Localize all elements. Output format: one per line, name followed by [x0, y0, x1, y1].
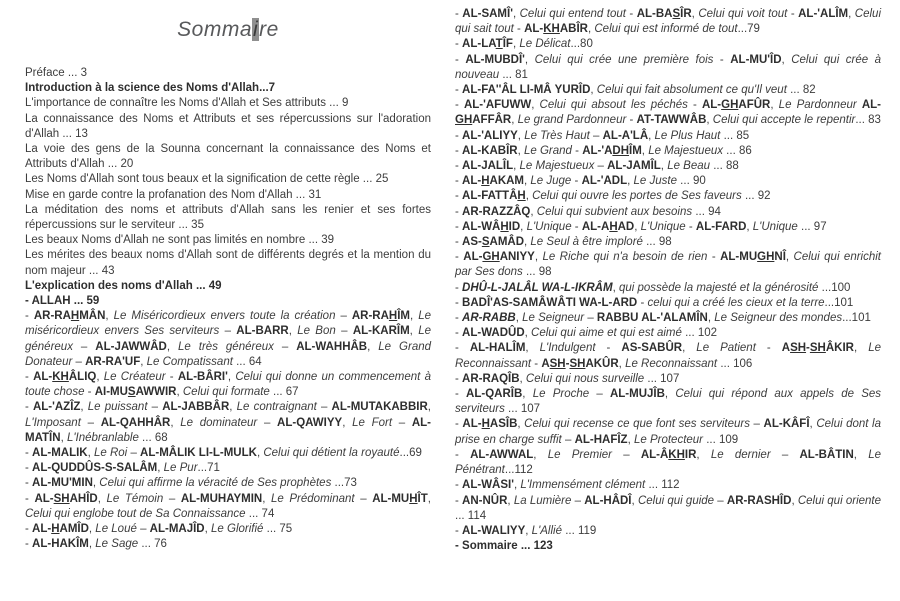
- toc-entry: - AL-HAKAM, Le Juge - AL-'ADL, Le Juste ... 90: [455, 175, 706, 188]
- toc-entry: - AL-SAMÎ', Celui qui entend tout - AL-BASÎR, Celui qui voit tout - AL-'ALÎM, Celui qui sait tout - AL-KHABÎR, Celui qui est informé de tout...79: [455, 8, 882, 36]
- toc-entry: - AS-SAMÂD, Le Seul à être imploré ... 98: [455, 236, 672, 249]
- toc-entry: - AL-GHANIYY, Le Riche qui n'a besoin de rien - AL-MUGHNÎ, Celui qui enrichit par Ses dons ... 98: [455, 251, 881, 279]
- toc-entry: L'explication des noms d'Allah ... 49: [25, 279, 222, 292]
- toc-entry: - AL-HASÎB, Celui qui recense ce que font ses serviteurs – AL-KÂFÎ, Celui dont la prise en charge suffit – AL-HAFÎZ, Le Protecteur ... 109: [455, 418, 882, 446]
- toc-entry: Les Noms d'Allah sont tous beaux et la signification de cette règle ... 25: [25, 173, 389, 186]
- toc-entry: - AL-KHÂLIQ, Le Créateur - AL-BÂRI', Celui qui donne un commencement à toute chose - AI-MUSAWWIR, Celui qui formate ... 67: [25, 371, 431, 399]
- toc-entry: L'importance de connaître les Noms d'Allah et Ses attributs ... 9: [25, 97, 349, 110]
- toc-entry: - Sommaire ... 123: [455, 540, 553, 553]
- toc-entry: - AL-HALÎM, L'Indulgent - AS-SABÛR, Le Patient - ASH-SHÂKIR, Le Reconnaissant - ASH-SHAKÛR, Le Reconnaissant ... 106: [455, 342, 881, 370]
- toc-entry: - AL-SHAHÎD, Le Témoin – AL-MUHAYMIN, Le Prédominant – AL-MUHÎT, Celui qui englobe tout de Sa Connaissance ... 74: [25, 492, 431, 520]
- toc-entry: - AR-RAHMÂN, Le Miséricordieux envers toute la création – AR-RAHÎM, Le miséricordieux envers Ses serviteurs – AL-BARR, Le Bon – AL-KARÎM, Le généreux – AL-JAWWÂD, Le très généreux – AL-WAHHÂB, Le Grand Donateur – AR-RA'UF, Le Compatissant ... 64: [25, 310, 432, 368]
- page-title-text-post: re: [259, 18, 279, 41]
- toc-entry: - AL-'AZÎZ, Le puissant – AL-JABBÂR, Le contraignant – AL-MUTAKABBIR, L'Imposant – AL-QAHHÂR, Le dominateur – AL-QAWIYY, Le Fort – AL-MATÎN, L'Inébranlable ... 68: [25, 401, 431, 444]
- toc-entry: Mise en garde contre la profanation des Nom d'Allah ... 31: [25, 188, 322, 201]
- toc-entry: Les mérites des beaux noms d'Allah sont de différents degrés et la mention du nom majeur ... 43: [25, 249, 431, 277]
- toc-entry: - AL-JALÎL, Le Majestueux – AL-JAMÎL, Le Beau ... 88: [455, 160, 739, 173]
- toc-entry: - AL-MU'MIN, Celui qui affirme la véracité de Ses prophètes ...73: [25, 477, 357, 490]
- toc-entry: - AR-RAZZÂQ, Celui qui subvient aux besoins ... 94: [455, 205, 721, 218]
- toc-entry: - AR-RAQÎB, Celui qui nous surveille ... 107: [455, 372, 680, 385]
- toc-entry: - AL-HAKÎM, Le Sage ... 76: [25, 538, 167, 551]
- toc-entry: La méditation des noms et attributs d'Allah sans les renier et ses fortes répercussions sur le serviteur ... 35: [25, 203, 431, 232]
- toc-entry: - AL-QUDDÛS-S-SALÂM, Le Pur...71: [25, 462, 220, 475]
- toc-entry: - AL-WÂHID, L'Unique - AL-AHAD, L'Unique - AL-FARD, L'Unique ... 97: [455, 220, 827, 233]
- toc-right-column: [455, 7, 881, 554]
- toc-entry: Introduction à la science des Noms d'Allah...7: [25, 82, 276, 95]
- toc-entry: - AL-KABÎR, Le Grand - AL-'ADHÎM, Le Majestueux ... 86: [455, 144, 752, 157]
- toc-entry: Les beaux Noms d'Allah ne sont pas limités en nombre ... 39: [25, 234, 335, 247]
- toc-entry: - AL-WÂSI', L'Immensément clément ... 112: [455, 479, 680, 492]
- toc-entry: - AL-WALIYY, L'Allié ... 119: [455, 524, 597, 537]
- toc-entry: - AL-FA''ÂL LI-MÂ YURÎD, Celui qui fait absolument ce qu'Il veut ... 82: [455, 84, 816, 97]
- toc-entry: - ALLAH ... 59: [25, 295, 100, 308]
- toc-entry: - AL-MALIK, Le Roi – AL-MÂLIK LI-L-MULK, Celui qui détient la royauté...69: [25, 447, 422, 460]
- page-title: [25, 18, 431, 42]
- toc-entry: - AL-AWWAL, Le Premier – AL-ÂKHIR, Le dernier – AL-BÂTIN, Le Pénétrant...112: [455, 448, 882, 477]
- toc-entry: Préface ... 3: [25, 67, 88, 79]
- toc-entry: La connaissance des Noms et Attributs et ses répercussions sur l'adoration d'Allah ... 13: [25, 112, 431, 140]
- toc-entry: - DHÛ-L-JALÂL WA-L-IKRÂM, qui possède la majesté et la générosité ...100: [455, 281, 851, 294]
- toc-entry: - AL-QARÎB, Le Proche – AL-MUJÎB, Celui qui répond aux appels de Ses serviteurs ... 107: [455, 388, 882, 416]
- toc-entry: - BADÎ'AS-SAMÂWÂTI WA-L-ARD - celui qui a créé les cieux et la terre...101: [455, 296, 854, 309]
- toc-entry: - AL-MUBDÎ', Celui qui crée une première fois - AL-MU'ÎD, Celui qui crée à nouveau ... 81: [455, 53, 882, 81]
- toc-entry: - AL-HAMÎD, Le Loué – AL-MAJÎD, Le Glorifié ... 75: [25, 523, 293, 536]
- toc-entry: - AR-RABB, Le Seigneur – RABBU AL-'ALAMÎN, Le Seigneur des mondes...101: [455, 312, 871, 325]
- toc-entry: - AL-'ALIYY, Le Très Haut – AL-A'LÂ, Le Plus Haut ... 85: [455, 129, 750, 142]
- toc-entry: - AL-FATTÂH, Celui qui ouvre les portes de Ses faveurs ... 92: [455, 190, 771, 203]
- toc-entry: - AL-'AFUWW, Celui qui absout les péchés - AL-GHAFÛR, Le Pardonneur AL-GHAFFÂR, Le grand Pardonneur - AT-TAWWÂB, Celui qui accepte le repentir... 83: [455, 99, 881, 127]
- page-title-text-pre: Somma: [177, 18, 252, 41]
- toc-entry: La voie des gens de la Sounna concernant la connaissance des Noms et Attributs d'Allah ... 20: [25, 143, 431, 171]
- toc-entry: - AL-LATÎF, Le Délicat...80: [455, 38, 593, 51]
- toc-entry: - AN-NÛR, La Lumière – AL-HÂDÎ, Celui qui guide – AR-RASHÎD, Celui qui oriente ... 114: [455, 494, 882, 522]
- toc-entry: - AL-WADÛD, Celui qui aime et qui est aimé ... 102: [455, 327, 718, 340]
- toc-left-column: [25, 66, 431, 553]
- text-cursor: i: [253, 18, 259, 41]
